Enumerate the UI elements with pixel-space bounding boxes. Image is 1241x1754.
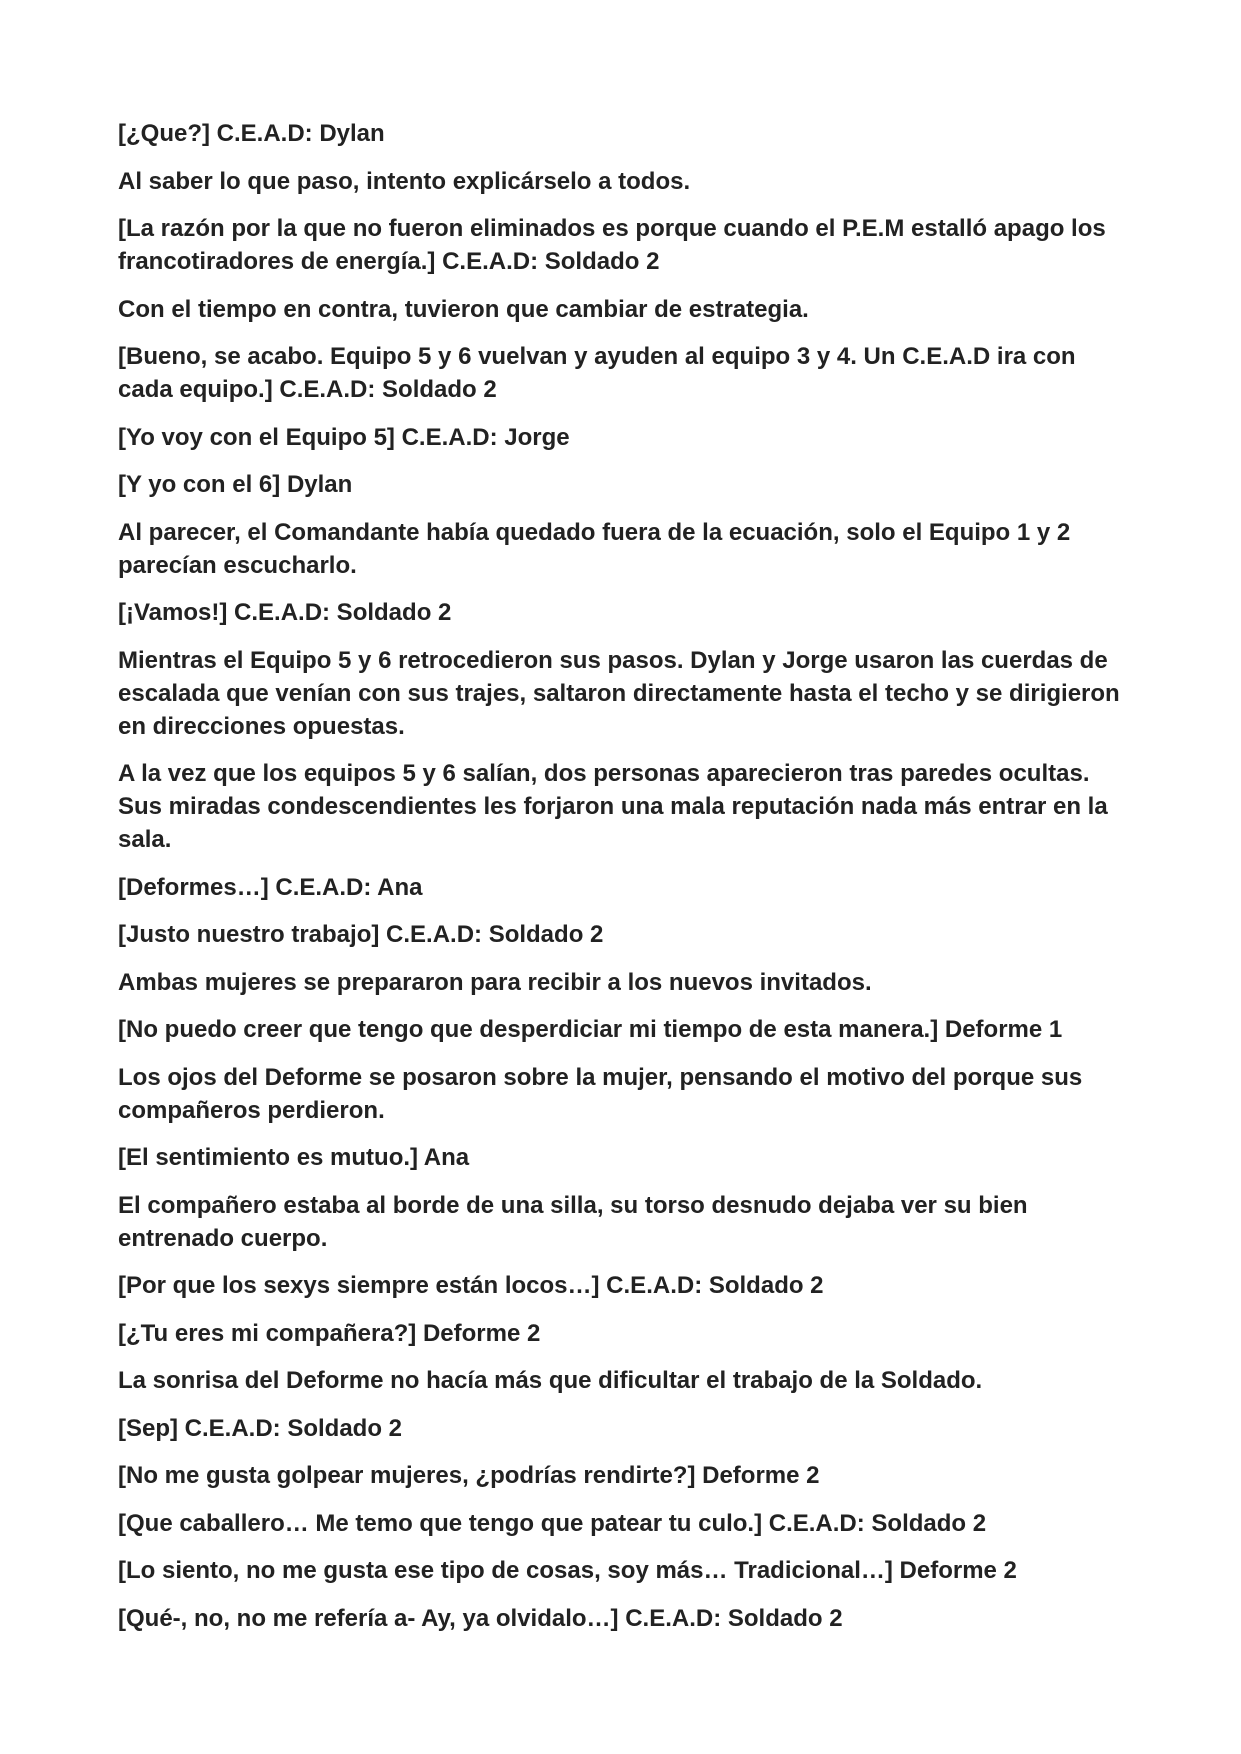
paragraph-8: Al parecer, el Comandante había quedado fuera de la ecuación, solo el Equipo 1 y 2 parecían escucharlo.	[118, 518, 1071, 579]
paragraph-1: [¿Que?] C.E.A.D: Dylan	[118, 120, 385, 147]
paragraph-19: [Por que los sexys siempre están locos…] C.E.A.D: Soldado 2	[118, 1272, 824, 1299]
paragraph-24: [Que caballero… Me temo que tengo que patear tu culo.] C.E.A.D: Soldado 2	[118, 1509, 987, 1537]
paragraph-25: [Lo siento, no me gusta ese tipo de cosas, soy más… Tradicional…] Deforme 2	[118, 1557, 1017, 1584]
paragraph-26: [Qué-, no, no me refería a- Ay, ya olvidalo…] C.E.A.D: Soldado 2	[118, 1604, 843, 1632]
paragraph-13: [Justo nuestro trabajo] C.E.A.D: Soldado 2	[118, 921, 604, 948]
paragraph-6: [Yo voy con el Equipo 5] C.E.A.D: Jorge	[118, 423, 570, 451]
paragraph-17: [El sentimiento es mutuo.] Ana	[118, 1144, 470, 1171]
paragraph-15: [No puedo creer que tengo que desperdiciar mi tiempo de esta manera.] Deforme 1	[118, 1016, 1063, 1043]
paragraph-9: [¡Vamos!] C.E.A.D: Soldado 2	[118, 599, 452, 626]
paragraph-21: La sonrisa del Deforme no hacía más que dificultar el trabajo de la Soldado.	[118, 1367, 983, 1394]
paragraph-20: [¿Tu eres mi compañera?] Deforme 2	[118, 1319, 541, 1347]
paragraph-4: Con el tiempo en contra, tuvieron que cambiar de estrategia.	[118, 295, 809, 323]
paragraph-16: Los ojos del Deforme se posaron sobre la mujer, pensando el motivo del porque sus compañeros perdieron.	[118, 1063, 1083, 1124]
paragraph-7: [Y yo con el 6] Dylan	[118, 471, 353, 498]
paragraph-23: [No me gusta golpear mujeres, ¿podrías rendirte?] Deforme 2	[118, 1462, 820, 1489]
paragraph-14: Ambas mujeres se prepararon para recibir a los nuevos invitados.	[118, 968, 872, 996]
paragraph-18: El compañero estaba al borde de una silla, su torso desnudo dejaba ver su bien entrenado cuerpo.	[118, 1191, 1028, 1252]
paragraph-12: [Deformes…] C.E.A.D: Ana	[118, 873, 423, 901]
paragraph-3: [La razón por la que no fueron eliminados es porque cuando el P.E.M estalló apago los francotiradores de energía.] C.E.A.D: Soldado 2	[118, 215, 1106, 275]
document-body	[118, 117, 1128, 1649]
paragraph-2: Al saber lo que paso, intento explicárselo a todos.	[118, 167, 691, 195]
paragraph-5: [Bueno, se acabo. Equipo 5 y 6 vuelvan y ayuden al equipo 3 y 4. Un C.E.A.D ira con cada equipo.] C.E.A.D: Soldado 2	[118, 343, 1076, 403]
paragraph-22: [Sep] C.E.A.D: Soldado 2	[118, 1414, 403, 1442]
paragraph-11: A la vez que los equipos 5 y 6 salían, dos personas aparecieron tras paredes ocultas. Sus miradas condescendientes les forjaron una mala reputación nada más entrar en la sala.	[118, 760, 1108, 853]
paragraph-10: Mientras el Equipo 5 y 6 retrocedieron sus pasos. Dylan y Jorge usaron las cuerdas de escalada que venían con sus trajes, saltaron directamente hasta el techo y se dirigieron en direcciones opuestas.	[118, 646, 1120, 740]
